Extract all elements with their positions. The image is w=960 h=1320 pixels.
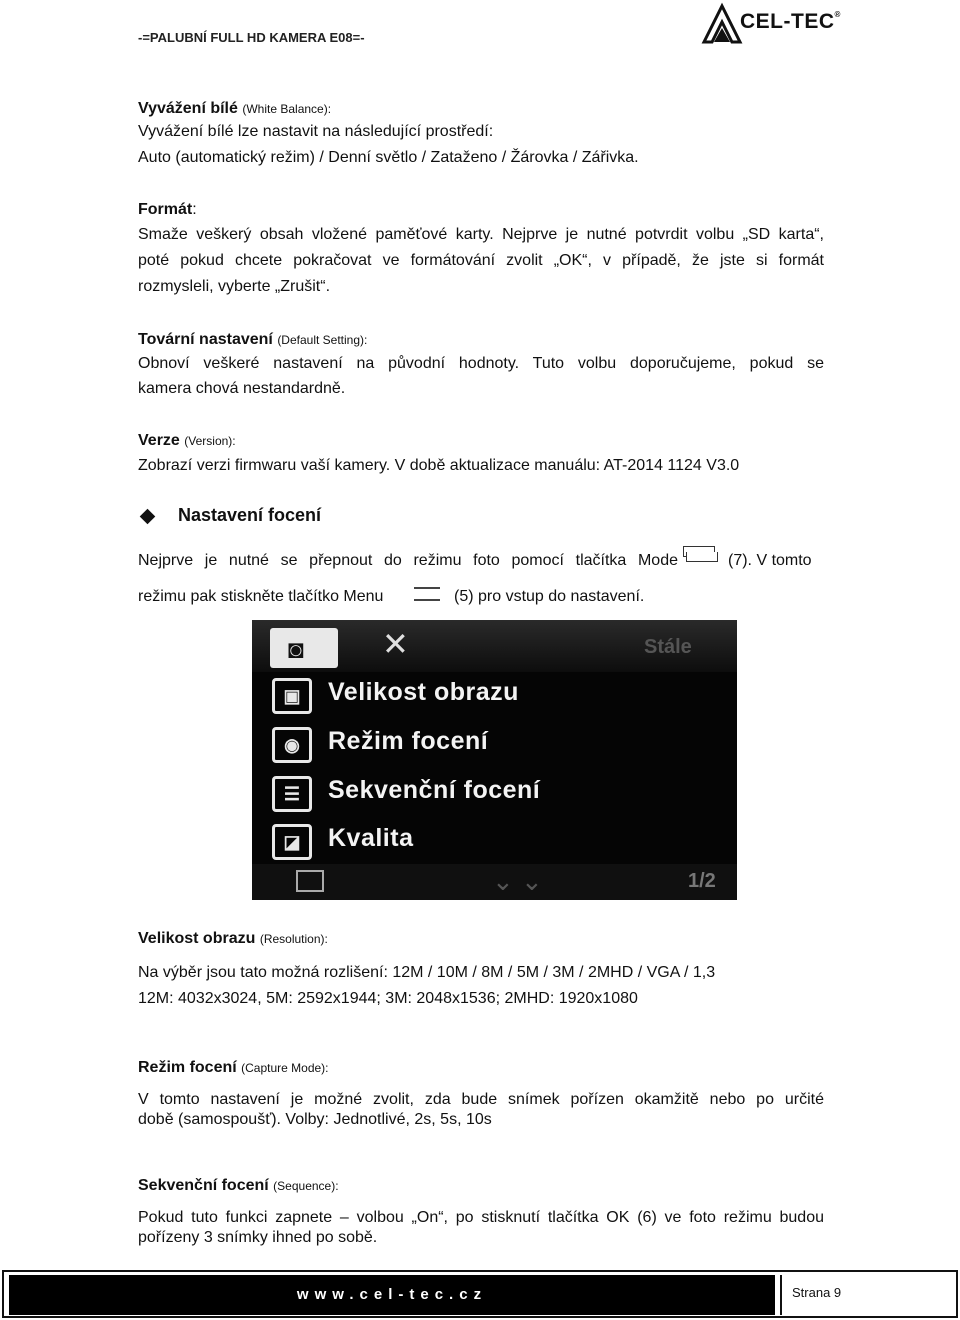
screen-page-indicator: 1/2 [688,870,716,892]
wb-heading: Vyvážení bílé (White Balance): [138,100,332,117]
screen-menu-label: Režim focení [328,727,489,755]
screen-menu-item-quality [252,820,737,864]
screen-tab-right-label: Stále [644,636,692,658]
camera-menu-screenshot [252,620,737,900]
capture-line-1: V tomto nastavení je možné zvolit, zda bude snímek pořízen okamžitě nebo po určité [138,1091,824,1108]
version-line-1: Zobrazí verzi firmwaru vaší kamery. V době aktualizace manuálu: AT-2014 1124 V3.0 [138,457,740,474]
camera-tab-icon: ◙ [288,634,304,664]
screen-menu-item-resolution [252,674,737,718]
menu-button-icon [414,587,440,601]
photo-line-1b: (7). V tomto [728,552,812,569]
factory-line-2: kamera chová nestandardně. [138,380,346,397]
menu-list-icon [296,870,324,892]
photo-line-2a: režimu pak stiskněte tlačítko Menu [138,588,384,605]
screen-tab-bar [252,620,737,672]
navigation-arrows-icon: ⌄ ⌄ [492,866,543,896]
resolution-line-1: Na výběr jsou tato možná rozlišení: 12M / 10M / 8M / 5M / 3M / 2MHD / VGA / 1,3 [138,964,716,981]
screen-menu-label: Kvalita [328,824,414,852]
bullet-diamond-icon [140,509,156,525]
resolution-heading: Velikost obrazu (Resolution): [138,930,328,947]
document-header-title: -=PALUBNÍ FULL HD KAMERA E08=- [138,30,365,45]
sequence-line-2: pořízeny 3 snímky ihned po sobě. [138,1229,378,1246]
photo-line-1a: Nejprve je nutné se přepnout do režimu foto pomocí tlačítka Mode [138,552,678,569]
screen-menu-item-sequence [252,772,737,816]
screen-menu-label: Velikost obrazu [328,678,519,706]
factory-line-1: Obnoví veškeré nastavení na původní hodnoty. Tuto volbu doporučujeme, pokud se [138,355,824,372]
footer-url-link[interactable]: www.cel-tec.cz [296,1286,488,1303]
sequence-list-icon: ☰ [272,776,312,812]
format-line-3: rozmysleli, vyberte „Zrušit“. [138,278,331,295]
format-line-1: Smaže veškerý obsah vložené paměťové karty. Nejprve je nutné potvrdit volbu „SD karta“, [138,226,824,243]
quality-icon: ◪ [272,824,312,860]
factory-heading: Tovární nastavení (Default Setting): [138,331,368,348]
wb-line-1: Vyvážení bílé lze nastavit na následující prostředí: [138,123,494,140]
photo-section-heading: Nastavení focení [178,505,322,525]
version-heading: Verze (Version): [138,432,236,449]
screen-footer-bar [252,864,737,900]
screen-menu-label: Sekvenční focení [328,776,541,804]
tools-tab-icon: ✕ [382,626,409,662]
format-line-2: poté pokud chcete pokračovat ve formátování zvolit „OK“, v případě, že jste si formát [138,252,824,269]
mode-button-shadow-icon [686,552,718,562]
resolution-icon: ▣ [272,678,312,714]
logo-text: CEL-TEC® [740,10,841,33]
sequence-line-1: Pokud tuto funkci zapnete – volbou „On“, po stisknutí tlačítka OK (6) ve foto režimu budou [138,1209,824,1226]
footer-page-number: Strana 9 [792,1285,842,1300]
format-heading: Formát: [138,201,197,218]
photo-line-2b: (5) pro vstup do nastavení. [454,588,645,605]
screen-tab-camera [270,628,338,668]
resolution-line-2: 12M: 4032x3024, 5M: 2592x1944; 3M: 2048x1536; 2MHD: 1920x1080 [138,990,638,1007]
capture-heading: Režim focení (Capture Mode): [138,1059,329,1076]
screen-menu-item-capture-mode [252,723,737,767]
capture-line-2: době (samospoušť). Volby: Jednotlivé, 2s, 5s, 10s [138,1111,492,1128]
wb-line-2: Auto (automatický režim) / Denní světlo / Zataženo / Žárovka / Zářivka. [138,149,639,166]
sequence-heading: Sekvenční focení (Sequence): [138,1177,339,1194]
camera-icon: ◉ [272,727,312,763]
